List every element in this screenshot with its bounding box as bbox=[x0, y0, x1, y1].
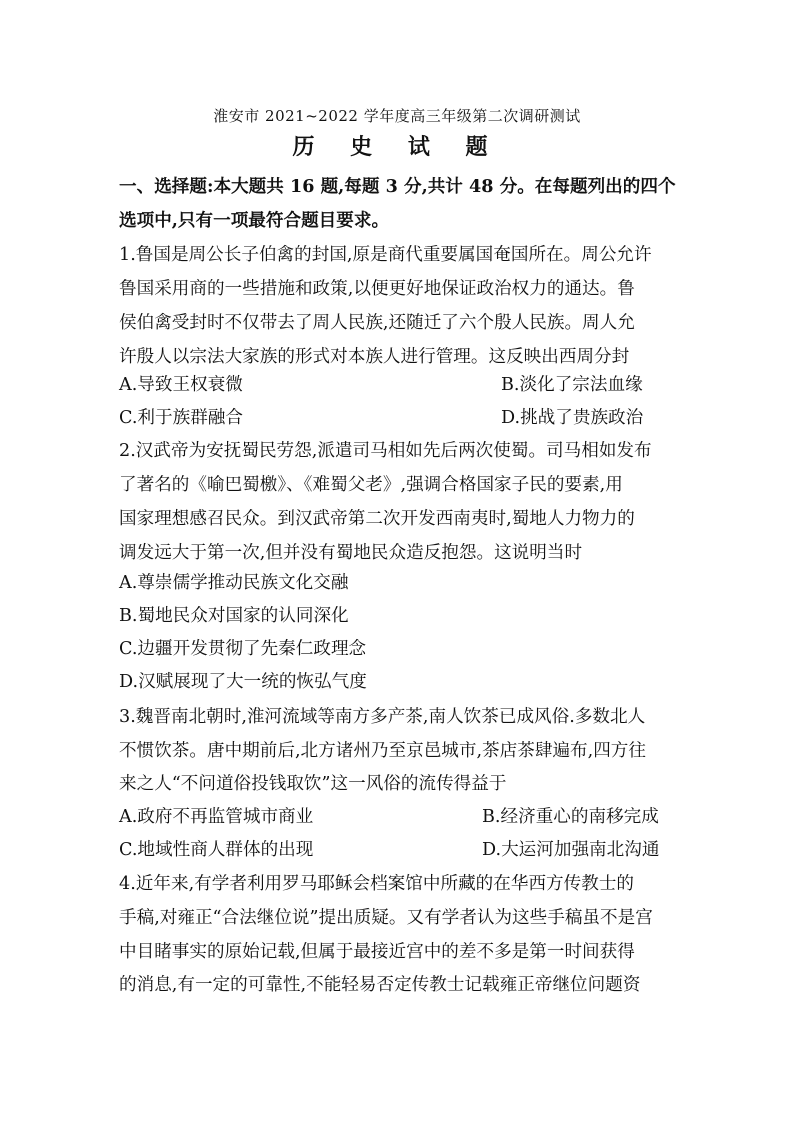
q3-stem-line: 来之人“不问道俗投钱取饮”这一风俗的流传得益于 bbox=[119, 774, 507, 794]
section-instruction-line1: 一、选择题:本大题共 16 题,每题 3 分,共计 48 分。在每题列出的四个 bbox=[119, 176, 676, 197]
exam-title: 淮安市 2021~2022 学年度高三年级第二次调研测试 bbox=[213, 107, 581, 125]
q1-option-a: A.导致王权衰微 bbox=[119, 375, 243, 395]
q4-stem-line: 4.近年来,有学者利用罗马耶稣会档案馆中所藏的在华西方传教士的 bbox=[119, 874, 635, 894]
q2-option-d: D.汉赋展现了大一统的恢弘气度 bbox=[119, 672, 367, 692]
q2-stem-line: 了著名的《喻巴蜀檄》、《难蜀父老》,强调合格国家子民的要素,用 bbox=[119, 475, 623, 495]
section-instruction-line2: 选项中,只有一项最符合题目要求。 bbox=[119, 210, 390, 231]
q2-stem-line: 2.汉武帝为安抚蜀民劳怨,派遣司马相如先后两次使蜀。司马相如发布 bbox=[119, 441, 652, 461]
q3-option-b: B.经济重心的南移完成 bbox=[482, 807, 659, 827]
q1-stem-line: 许殷人以宗法大家族的形式对本族人进行管理。这反映出西周分封 bbox=[119, 347, 630, 367]
q1-stem-line: 1.鲁国是周公长子伯禽的封国,原是商代重要属国奄国所在。周公允许 bbox=[119, 245, 652, 265]
q2-option-b: B.蜀地民众对国家的认同深化 bbox=[119, 606, 349, 626]
q4-stem-line: 手稿,对雍正“合法继位说”提出质疑。又有学者认为这些手稿虽不是宫 bbox=[119, 908, 653, 928]
q2-stem-line: 国家理想感召民众。到汉武帝第二次开发西南夷时,蜀地人力物力的 bbox=[119, 509, 635, 529]
subject-title: 历 史 试 题 bbox=[292, 134, 502, 160]
q3-stem-line: 3.魏晋南北朝时,淮河流域等南方多产茶,南人饮茶已成风俗.多数北人 bbox=[119, 707, 646, 727]
q1-option-d: D.挑战了贵族政治 bbox=[501, 408, 644, 428]
q4-stem-line: 的消息,有一定的可靠性,不能轻易否定传教士记载雍正帝继位问题资 bbox=[119, 975, 641, 995]
q3-option-d: D.大运河加强南北沟通 bbox=[482, 840, 660, 860]
q1-option-c: C.利于族群融合 bbox=[119, 408, 243, 428]
q4-stem-line: 中目睹事实的原始记载,但属于最接近宫中的差不多是第一时间获得 bbox=[119, 942, 635, 962]
q3-option-c: C.地域性商人群体的出现 bbox=[119, 840, 314, 860]
q1-stem-line: 鲁国采用商的一些措施和政策,以便更好地保证政治权力的通达。鲁 bbox=[119, 279, 635, 299]
q3-stem-line: 不惯饮茶。唐中期前后,北方诸州乃至京邑城市,茶店茶肆遍布,四方往 bbox=[119, 741, 646, 761]
q2-stem-line: 调发远大于第一次,但并没有蜀地民众造反抱怨。这说明当时 bbox=[119, 543, 583, 563]
q3-option-a: A.政府不再监管城市商业 bbox=[119, 807, 314, 827]
q1-option-b: B.淡化了宗法血缘 bbox=[501, 375, 643, 395]
q2-option-a: A.尊崇儒学推动民族文化交融 bbox=[119, 573, 349, 593]
q1-stem-line: 侯伯禽受封时不仅带去了周人民族,还随迁了六个殷人民族。周人允 bbox=[119, 313, 635, 333]
q2-option-c: C.边疆开发贯彻了先秦仁政理念 bbox=[119, 639, 367, 659]
